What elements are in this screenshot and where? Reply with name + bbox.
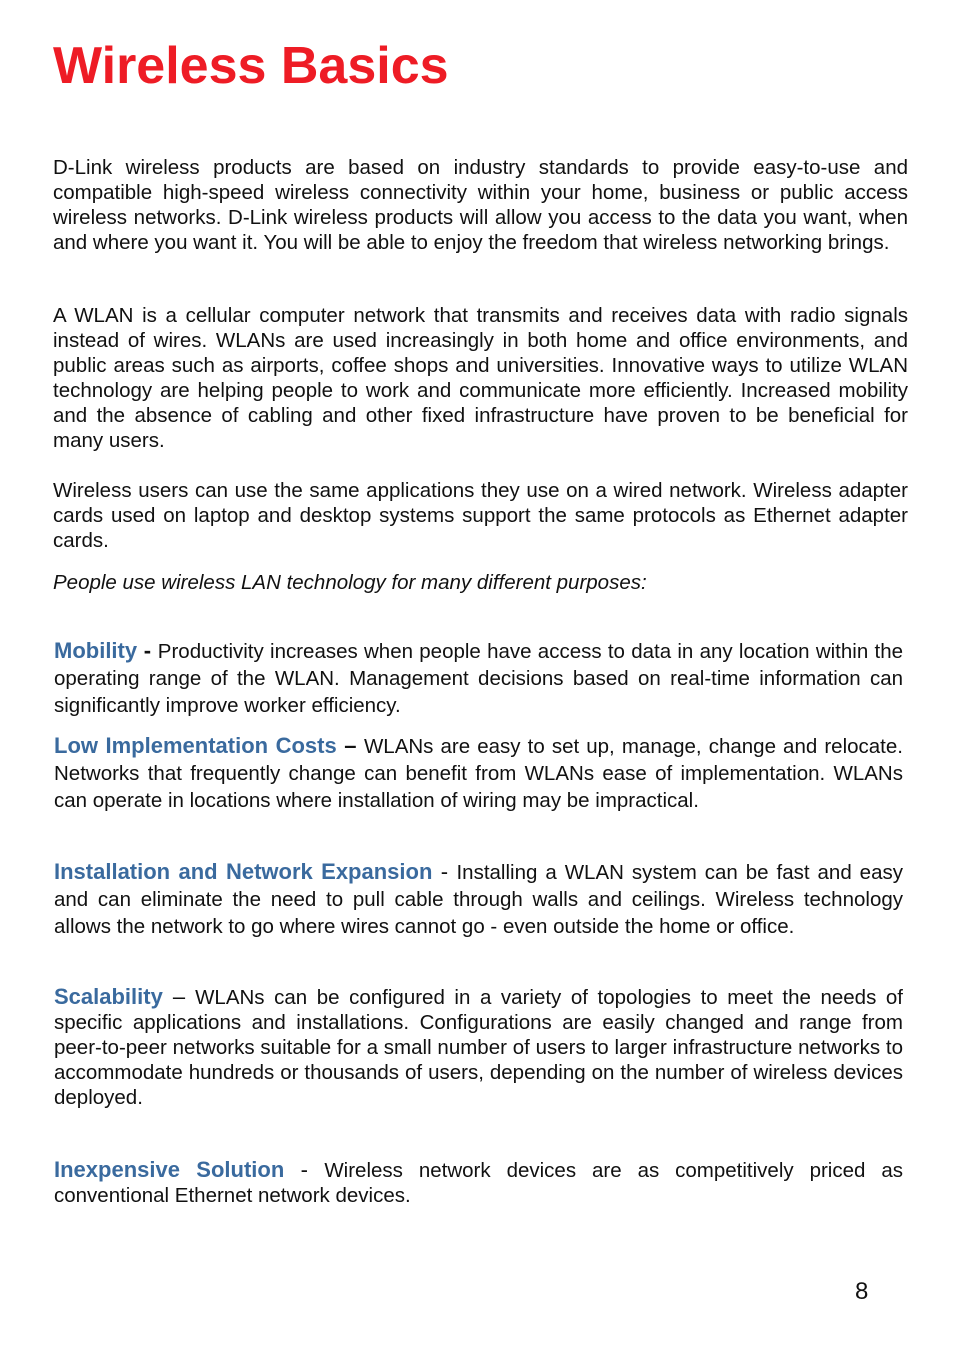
feature-term: Low Implementation Costs	[54, 733, 337, 758]
feature-separator: -	[284, 1157, 325, 1182]
users-paragraph: Wireless users can use the same applications they use on a wired network. Wireless adapter cards used on laptop and desktop systems support the same protocols as Ethernet adapter cards.	[53, 479, 908, 552]
feature-description: Wireless network devices are as competitively priced as conventional Ethernet network devices.	[54, 1159, 903, 1207]
feature-separator: -	[432, 859, 457, 884]
feature-description: WLANs are easy to set up, manage, change and relocate. Networks that frequently change can benefit from WLANs ease of implementation. WLANs can operate in locations where installation of wiring may be impractical.	[54, 735, 903, 812]
feature-separator: –	[336, 733, 364, 758]
wlan-paragraph: A WLAN is a cellular computer network that transmits and receives data with radio signals instead of wires. WLANs are used increasingly in both home and office environments, and public areas such as airports, coffee shops and universities. Innovative ways to utilize WLAN technology are helping people to work and communicate more efficiently. Increased mobility and the absence of cabling and other fixed infrastructure have proven to be beneficial for many users.	[53, 304, 908, 452]
feature-term: Scalability	[54, 984, 163, 1009]
feature-description: Productivity increases when people have access to data in any location within the operating range of the WLAN. Management decisions based on real-time information can significantly improve worker efficiency.	[54, 640, 903, 717]
page-title: Wireless Basics	[53, 37, 449, 95]
feature-term: Inexpensive Solution	[54, 1157, 285, 1182]
feature-description: WLANs can be configured in a variety of topologies to meet the needs of specific applications and installations. Configurations are easily changed and range from peer-to-peer networks suitable for a small number of users to larger infrastructure networks to accommodate hundreds or thousands of users, depending on the number of wireless devices deployed.	[54, 986, 903, 1109]
feature-installation-expansion	[54, 858, 903, 940]
feature-term: Mobility	[54, 638, 138, 663]
feature-description: Installing a WLAN system can be fast and easy and can eliminate the need to pull cable through walls and ceilings. Wireless technology allows the network to go where wires cannot go - even outside the home or office.	[54, 861, 903, 938]
intro-paragraph: D-Link wireless products are based on industry standards to provide easy-to-use and compatible high-speed wireless connectivity within your home, business or public access wireless networks. D-Link wireless products will allow you access to the data you want, when and where you want it. You will be able to enjoy the freedom that wireless networking brings.	[53, 156, 908, 254]
feature-mobility	[54, 637, 903, 719]
feature-separator: –	[162, 984, 196, 1009]
feature-inexpensive-solution	[54, 1157, 903, 1208]
feature-scalability	[54, 984, 903, 1110]
feature-term: Installation and Network Expansion	[54, 859, 433, 884]
feature-separator: -	[137, 638, 158, 663]
page-number: 8	[855, 1278, 869, 1305]
purposes-intro: People use wireless LAN technology for many different purposes:	[53, 571, 647, 594]
feature-low-implementation-costs	[54, 732, 903, 814]
